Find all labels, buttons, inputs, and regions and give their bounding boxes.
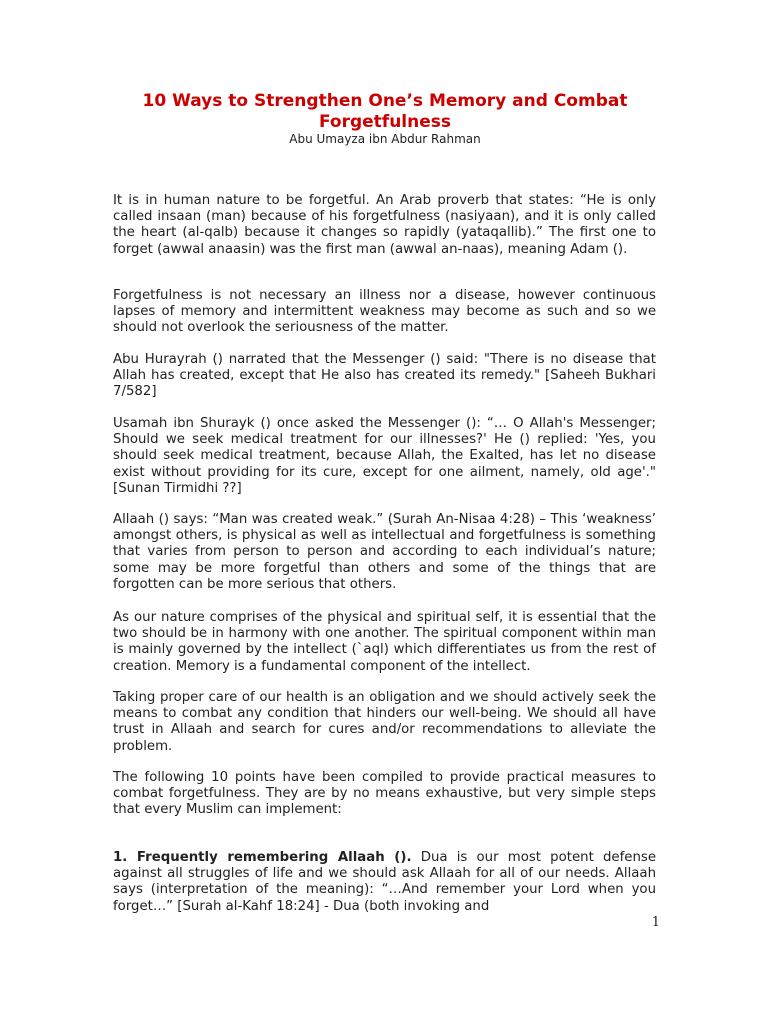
point-1-heading: 1. Frequently remembering Allaah ().: [113, 850, 412, 866]
point-1-paragraph: [113, 850, 656, 914]
paragraph: It is in human nature to be forgetful. An Arab proverb that states: “He is only called insaan (man) because of his forgetfulness (nasiyaan), and it is only called the heart (al-qalb) because it changes so rapidly (yataqallib).” The first one to forget (awwal anaasin) was the first man (awwal an-naas), meaning Adam ().: [113, 193, 656, 257]
paragraph: Taking proper care of our health is an obligation and we should actively seek the means to combat any condition that hinders our well-being. We should all have trust in Allaah and search for cures and/or recommendations to alleviate the problem.: [113, 690, 656, 754]
paragraph: As our nature comprises of the physical and spiritual self, it is essential that the two should be in harmony with one another. The spiritual component within man is mainly governed by the intellect (`aql) which differentiates us from the rest of creation. Memory is a fundamental component of the intellect.: [113, 610, 656, 674]
paragraph: Allaah () says: “Man was created weak.” (Surah An-Nisaa 4:28) – This ‘weakness’ amongst others, is physical as well as intellectual and forgetfulness is something that varies from person to person and according to each individual’s nature; some may be more forgetful than others and some of the things that are forgotten can be more serious that others.: [113, 512, 656, 592]
paragraph: Forgetfulness is not necessary an illness nor a disease, however continuous lapses of memory and intermittent weakness may become as such and so we should not overlook the seriousness of the matter.: [113, 288, 656, 336]
paragraph: The following 10 points have been compiled to provide practical measures to combat forgetfulness. They are by no means exhaustive, but very simple steps that every Muslim can implement:: [113, 770, 656, 818]
author-byline: Abu Umayza ibn Abdur Rahman: [289, 132, 481, 146]
document-title: 10 Ways to Strengthen One’s Memory and Combat Forgetfulness: [142, 91, 628, 132]
paragraph: Abu Hurayrah () narrated that the Messenger () said: "There is no disease that Allah has created, except that He also has created its remedy." [Saheeh Bukhari 7/582]: [113, 352, 656, 400]
point-1-text: Dua is our most potent defense against all struggles of life and we should ask Allaah for all of our needs. Allaah says (interpretation of the meaning): “…And remember your Lord when you forget…” [Surah al-Kahf 18:24] - Dua (both invoking and: [113, 850, 656, 914]
page-number: 1: [651, 915, 660, 930]
paragraph: Usamah ibn Shurayk () once asked the Messenger (): “… O Allah's Messenger; Should we seek medical treatment for our illnesses?' He () replied: 'Yes, you should seek medical treatment, because Allah, the Exalted, has let no disease exist without providing for its cure, except for one ailment, namely, old age'." [Sunan Tirmidhi ??]: [113, 416, 656, 496]
